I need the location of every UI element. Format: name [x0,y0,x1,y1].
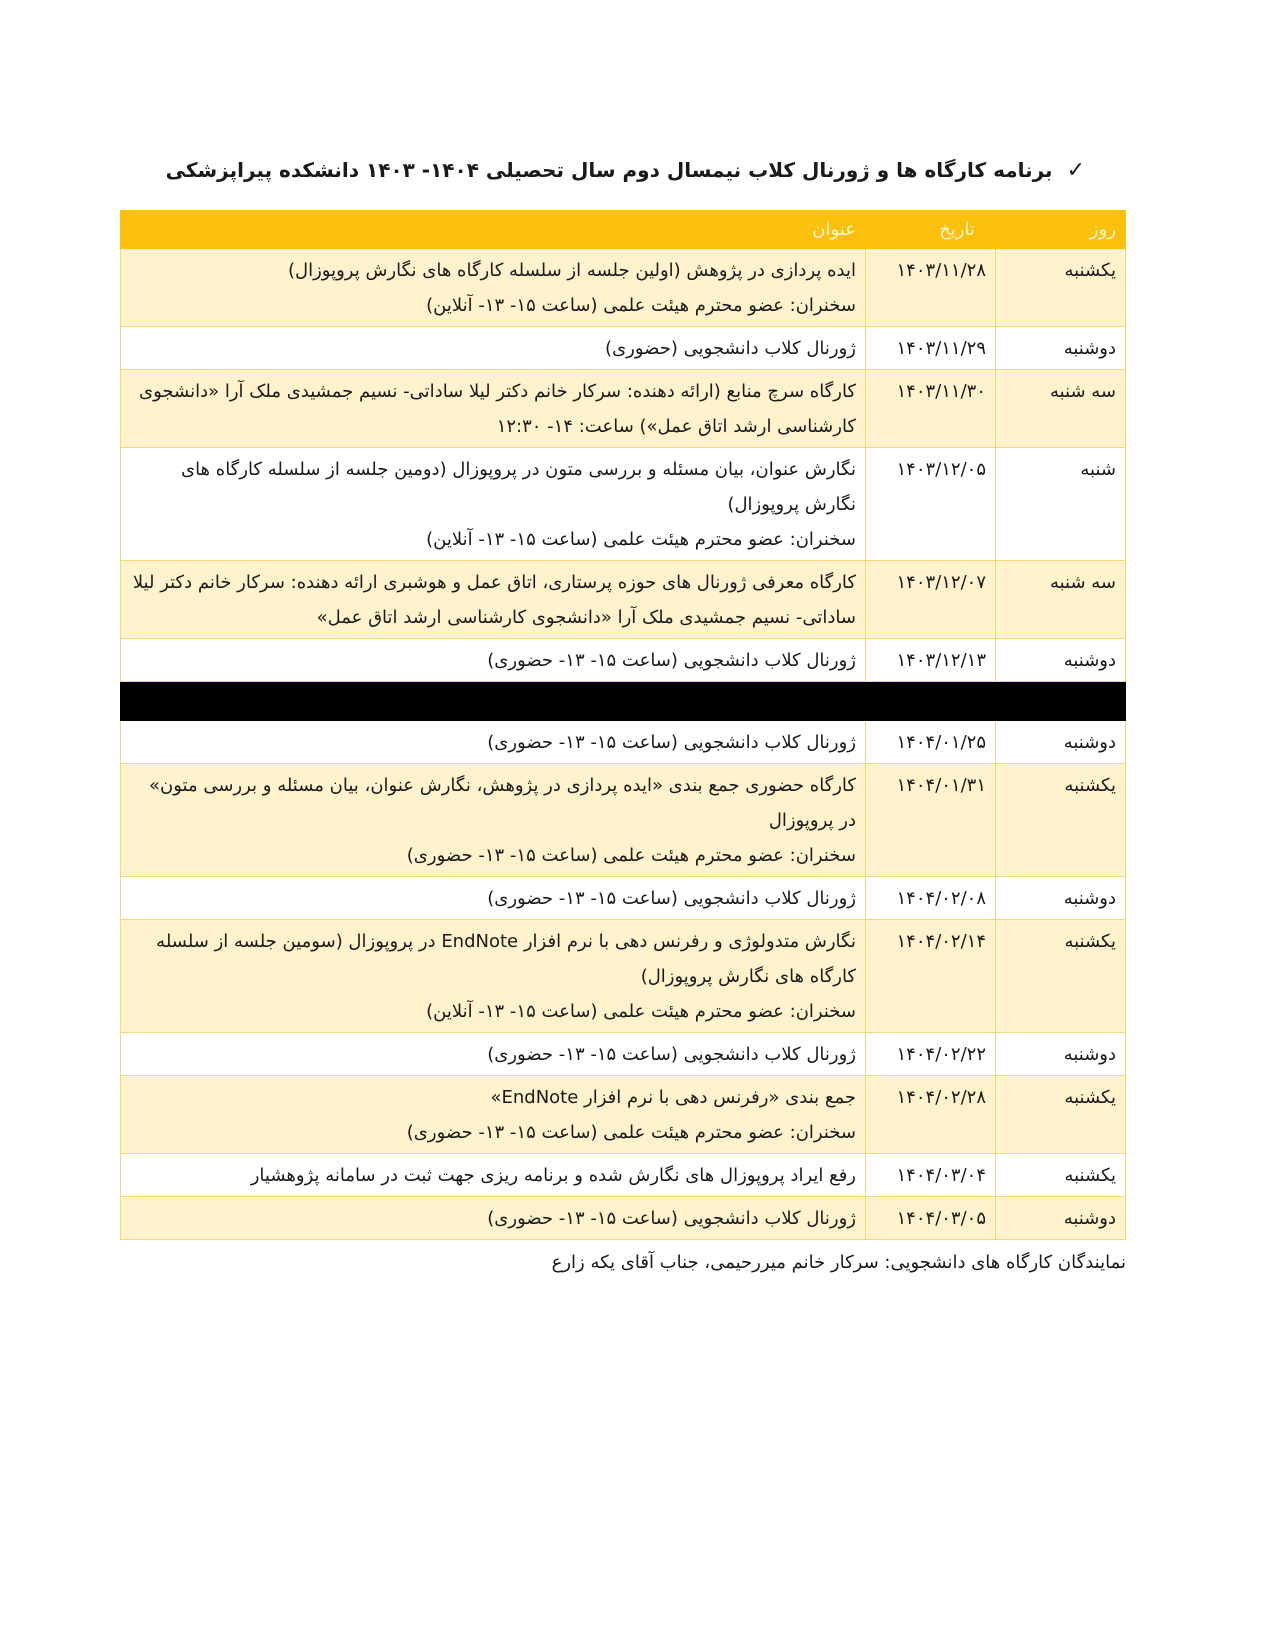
cell-title-line: سخنران: عضو محترم هیئت علمی (ساعت ۱۵- ۱۳- آنلاین) [426,1001,856,1022]
separator-cell [866,682,996,721]
cell-date: ۱۴۰۴/۰۲/۱۴ [866,920,996,1033]
table-row [121,249,1126,327]
cell-title-line: سخنران: عضو محترم هیئت علمی (ساعت ۱۵- ۱۳- آنلاین) [426,529,856,550]
cell-day: دوشنبه [996,1033,1126,1076]
cell-title [121,764,866,877]
table-header-row [121,211,1126,249]
cell-date: ۱۴۰۳/۱۱/۳۰ [866,370,996,448]
cell-date: ۱۴۰۳/۱۲/۰۵ [866,448,996,561]
cell-day: دوشنبه [996,1197,1126,1240]
cell-title [121,1154,866,1197]
cell-title-line: کارگاه سرچ منابع (ارائه دهنده: سرکار خانم دکتر لیلا ساداتی- نسیم جمشیدی ملک آرا «دانشجوی کارشناسی ارشد اتاق عمل») ساعت: ۱۴- ۱۲:۳۰ [139,381,856,437]
cell-date: ۱۴۰۴/۰۱/۲۵ [866,721,996,764]
header-title: عنوان [121,211,866,249]
cell-title [121,877,866,920]
table-row [121,721,1126,764]
cell-title [121,327,866,370]
cell-day: یکشنبه [996,920,1126,1033]
cell-date: ۱۴۰۴/۰۲/۲۲ [866,1033,996,1076]
separator-row [121,682,1126,721]
footer-note: نمایندگان کارگاه های دانشجویی: سرکار خانم میررحیمی، جناب آقای یکه زارع [551,1252,1126,1273]
cell-title [121,1076,866,1154]
cell-title-line: ژورنال کلاب دانشجویی (ساعت ۱۵- ۱۳- حضوری) [487,1208,856,1229]
separator-cell [121,682,866,721]
cell-day: دوشنبه [996,877,1126,920]
cell-date: ۱۴۰۴/۰۳/۰۴ [866,1154,996,1197]
cell-date: ۱۴۰۴/۰۳/۰۵ [866,1197,996,1240]
document-title: برنامه کارگاه ها و ژورنال کلاب نیمسال دوم سال تحصیلی ۱۴۰۴- ۱۴۰۳ دانشکده پیراپزشکی [165,158,1053,182]
cell-day: دوشنبه [996,721,1126,764]
cell-day: یکشنبه [996,249,1126,327]
cell-title-line: ژورنال کلاب دانشجویی (ساعت ۱۵- ۱۳- حضوری) [487,650,856,671]
table-row [121,327,1126,370]
cell-title [121,370,866,448]
cell-title [121,249,866,327]
cell-title-line: سخنران: عضو محترم هیئت علمی (ساعت ۱۵- ۱۳- آنلاین) [426,295,856,316]
cell-title-line: کارگاه حضوری جمع بندی «ایده پردازی در پژوهش، نگارش عنوان، بیان مسئله و بررسی متون» در پروپوزال [149,775,856,831]
cell-title-line: رفع ایراد پروپوزال های نگارش شده و برنامه ریزی جهت ثبت در سامانه پژوهشیار [250,1165,856,1186]
cell-title [121,1033,866,1076]
cell-title-line: ژورنال کلاب دانشجویی (ساعت ۱۵- ۱۳- حضوری) [487,888,856,909]
table-row [121,1197,1126,1240]
cell-day: سه شنبه [996,561,1126,639]
cell-title-line: نگارش متدولوژی و رفرنس دهی با نرم افزار EndNote در پروپوزال (سومین جلسه از سلسله کارگاه های نگارش پروپوزال) [156,931,856,987]
cell-title-line: سخنران: عضو محترم هیئت علمی (ساعت ۱۵- ۱۳- حضوری) [406,845,856,866]
cell-day: یکشنبه [996,1076,1126,1154]
cell-title-line: نگارش عنوان، بیان مسئله و بررسی متون در پروپوزال (دومین جلسه از سلسله کارگاه های نگارش پروپوزال) [180,459,856,515]
table-row [121,561,1126,639]
cell-title [121,639,866,682]
cell-title-line: کارگاه معرفی ژورنال های حوزه پرستاری، اتاق عمل و هوشبری ارائه دهنده: سرکار خانم دکتر لیلا ساداتی- نسیم جمشیدی ملک آرا «دانشجوی کارشناسی ارشد اتاق عمل» [132,572,856,628]
cell-date: ۱۴۰۴/۰۲/۰۸ [866,877,996,920]
cell-title [121,561,866,639]
cell-title-line: ژورنال کلاب دانشجویی (ساعت ۱۵- ۱۳- حضوری) [487,732,856,753]
table-row [121,1033,1126,1076]
table-row [121,1076,1126,1154]
cell-date: ۱۴۰۴/۰۲/۲۸ [866,1076,996,1154]
cell-title [121,1197,866,1240]
table-row [121,639,1126,682]
cell-day: دوشنبه [996,639,1126,682]
separator-cell [996,682,1126,721]
cell-title-line: ایده پردازی در پژوهش (اولین جلسه از سلسله کارگاه های نگارش پروپوزال) [287,260,856,281]
cell-date: ۱۴۰۳/۱۲/۱۳ [866,639,996,682]
checkmark-icon: ✓ [1066,157,1085,183]
cell-day: یکشنبه [996,764,1126,877]
cell-title-line: جمع بندی «رفرنس دهی با نرم افزار EndNote» [490,1087,856,1108]
cell-day: سه شنبه [996,370,1126,448]
header-day: روز [996,211,1126,249]
document-title-row [120,150,1085,190]
table-row [121,877,1126,920]
table-row [121,1154,1126,1197]
cell-date: ۱۴۰۳/۱۱/۲۹ [866,327,996,370]
table-row [121,764,1126,877]
cell-date: ۱۴۰۴/۰۱/۳۱ [866,764,996,877]
cell-day: یکشنبه [996,1154,1126,1197]
cell-title [121,920,866,1033]
schedule-table [120,210,1126,1240]
cell-date: ۱۴۰۳/۱۲/۰۷ [866,561,996,639]
cell-title-line: ژورنال کلاب دانشجویی (ساعت ۱۵- ۱۳- حضوری) [487,1044,856,1065]
table-row [121,920,1126,1033]
cell-title [121,448,866,561]
table-row [121,370,1126,448]
cell-date: ۱۴۰۳/۱۱/۲۸ [866,249,996,327]
cell-title [121,721,866,764]
header-date: تاریخ [866,211,996,249]
cell-title-line: سخنران: عضو محترم هیئت علمی (ساعت ۱۵- ۱۳- حضوری) [406,1122,856,1143]
cell-day: دوشنبه [996,327,1126,370]
cell-day: شنبه [996,448,1126,561]
table-row [121,448,1126,561]
cell-title-line: ژورنال کلاب دانشجویی (حضوری) [605,338,856,359]
